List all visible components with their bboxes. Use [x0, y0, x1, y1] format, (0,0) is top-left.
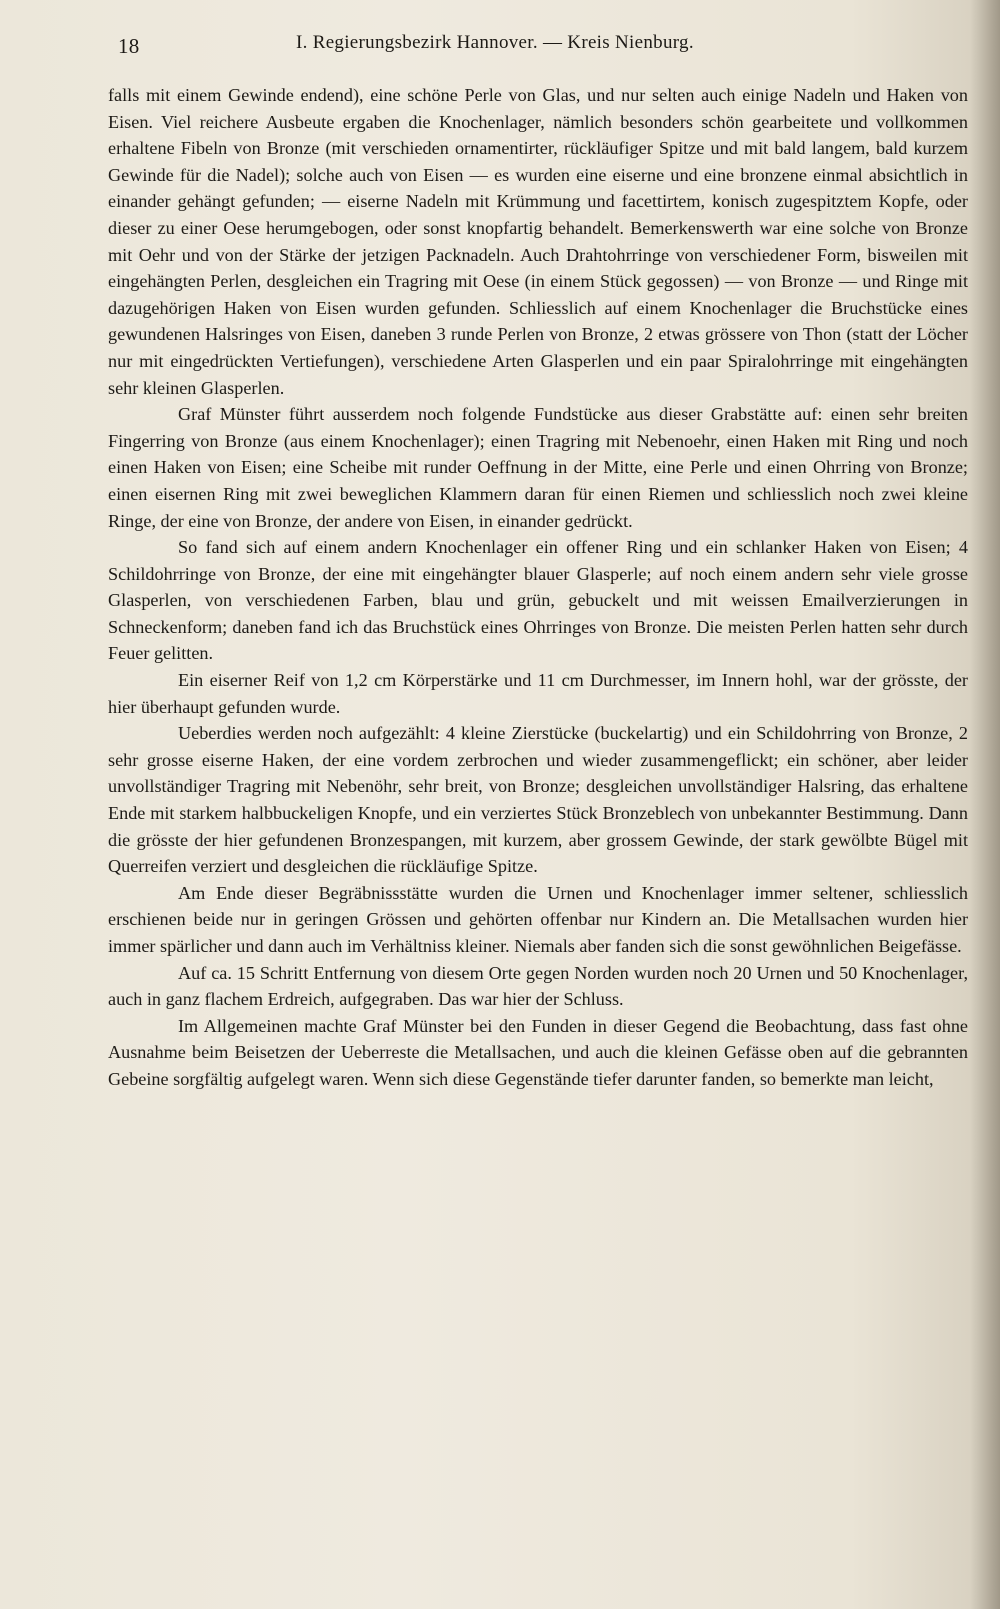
paragraph: So fand sich auf einem andern Knochenlager ein offener Ring und ein schlanker Haken von Eisen; 4 Schildohrringe von Bronze, der eine mit eingehängter blauer Glasperle; auf noch einem andern sehr viele grosse Glasperlen, von verschiedenen Farben, blau und grün, gebuckelt und mit weissen Emailverzierungen in Schneckenform; daneben fand ich das Bruchstück eines Ohrringes von Bronze. Die meisten Perlen hatten sehr durch Feuer gelitten.: [108, 537, 968, 664]
page-number: 18: [118, 34, 140, 58]
paragraph: Auf ca. 15 Schritt Entfernung von diesem Orte gegen Norden wurden noch 20 Urnen und 50 Knochenlager, auch in ganz flachem Erdreich, aufgegraben. Das war hier der Schluss.: [108, 962, 968, 1010]
running-head: I. Regierungsbezirk Hannover. — Kreis Nienburg.: [296, 32, 694, 53]
paragraph: Am Ende dieser Begräbnissstätte wurden die Urnen und Knochenlager immer seltener, schliesslich erschienen beide nur in geringen Grössen und gehörten offenbar nur Kindern an. Die Metallsachen wurden hier immer spärlicher und dann auch im Verhältniss kleiner. Niemals aber fanden sich die sonst gewöhnlichen Beigefässe.: [108, 882, 968, 956]
paragraph: Graf Münster führt ausserdem noch folgende Fundstücke aus dieser Grabstätte auf: einen sehr breiten Fingerring von Bronze (aus einem Knochenlager); einen Tragring mit Nebenoehr, einen Haken mit Ring und noch einen Haken von Eisen; eine Scheibe mit runder Oeffnung in der Mitte, eine Perle und einen Ohrring von Bronze; einen eisernen Ring mit zwei beweglichen Klammern daran für einen Riemen und schliesslich noch zwei kleine Ringe, der eine von Bronze, der andere von Eisen, in einander gedrückt.: [108, 404, 968, 531]
paragraph: Ein eiserner Reif von 1,2 cm Körperstärke und 11 cm Durchmesser, im Innern hohl, war der grösste, der hier überhaupt gefunden wurde.: [108, 670, 968, 717]
page-header: [118, 30, 960, 60]
body-text: [108, 82, 968, 1093]
paragraph: Ueberdies werden noch aufgezählt: 4 kleine Zierstücke (buckelartig) und ein Schildohrring von Bronze, 2 sehr grosse eiserne Haken, der eine vordem zerbrochen und wieder zusammengeflickt; ein schöner, aber leider unvollständiger Tragring mit Nebenöhr, sehr breit, von Bronze; desgleichen unvollständiger Halsring, das erhaltene Ende mit starkem halbbuckeligen Knopfe, und ein verziertes Stück Bronzeblech von unbekannter Bestimmung. Dann die grösste der hier gefundenen Bronzespangen, mit kurzem, aber grossem Gewinde, der stark gewölbte Bügel mit Querreifen verziert und desgleichen die rückläufige Spitze.: [108, 723, 968, 877]
paragraph: falls mit einem Gewinde endend), eine schöne Perle von Glas, und nur selten auch einige Nadeln und Haken von Eisen. Viel reichere Ausbeute ergaben die Knochenlager, nämlich besonders schön gearbeitete und vollkommen erhaltene Fibeln von Bronze (mit verschieden ornamentirter, rückläufiger Spitze und mit bald langem, bald kurzem Gewinde für die Nadel); solche auch von Eisen — es wurden eine eiserne und eine bronzene einmal absichtlich in einander gehängt gefunden; — eiserne Nadeln mit Krümmung und facettirtem, konisch zugespitztem Kopfe, oder dieser zu einer Oese herumgebogen, oder sonst knopfartig behandelt. Bemerkenswerth war eine solche von Bronze mit Oehr und von der Stärke der jetzigen Packnadeln. Auch Drahtohrringe von verschiedener Form, bisweilen mit eingehängten Perlen, desgleichen ein Tragring mit Oese (in einem Stück gegossen) — von Bronze — und Ringe mit dazugehörigen Haken von Eisen wurden gefunden. Schliesslich auf einem Knochenlager die Bruchstücke eines gewundenen Halsringes von Eisen, daneben 3 runde Perlen von Bronze, 2 etwas grössere von Thon (statt der Löcher nur mit eingedrückten Vertiefungen), verschiedene Arten Glasperlen und ein paar Spiralohrringe mit eingehängten sehr kleinen Glasperlen.: [108, 85, 968, 398]
paragraph: Im Allgemeinen machte Graf Münster bei den Funden in dieser Gegend die Beobachtung, dass fast ohne Ausnahme beim Beisetzen der Ueberreste die Metallsachen, und auch die kleinen Gefässe oben auf die gebrannten Gebeine sorgfältig aufgelegt waren. Wenn sich diese Gegenstände tiefer darunter fanden, so bemerkte man leicht,: [108, 1015, 968, 1089]
